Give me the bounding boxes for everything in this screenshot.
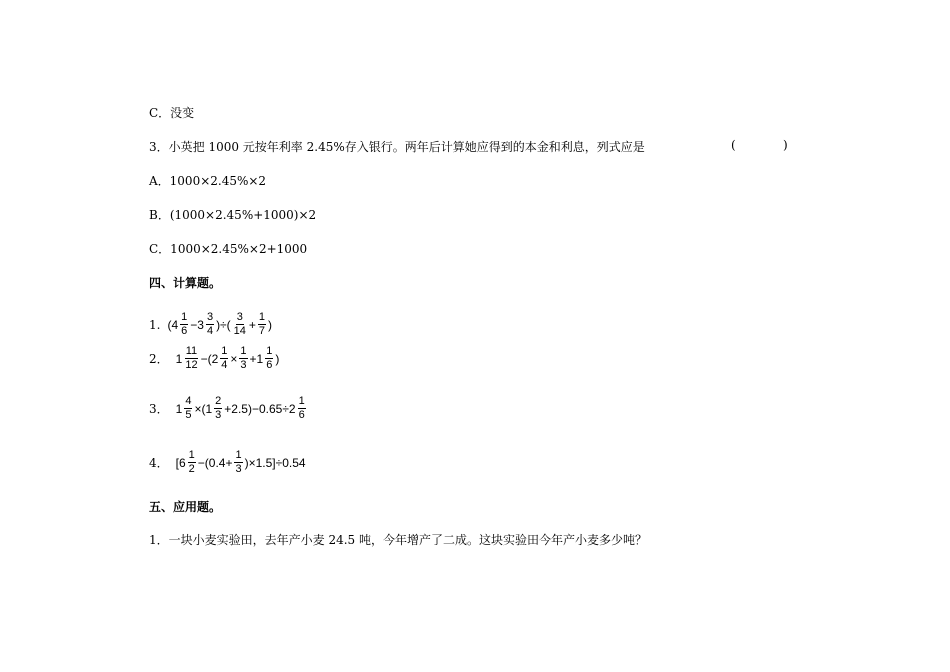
fraction-numerator: 1 — [298, 395, 305, 407]
fraction — [233, 312, 247, 337]
fraction — [258, 312, 266, 337]
expression-text: ) — [268, 317, 273, 332]
fraction-numerator: 1 — [258, 311, 266, 323]
fraction — [298, 396, 306, 421]
question-3-option-c: C．1000×2.45%×2+1000 — [149, 242, 308, 256]
section-4-heading: 四、计算题。 — [149, 276, 222, 290]
expression-text: (4 — [167, 317, 179, 332]
question-3-option-b: B．(1000×2.45%+1000)×2 — [149, 208, 317, 222]
expression-text: )÷( — [216, 317, 231, 332]
fraction — [214, 396, 222, 421]
question-3-option-a: A．1000×2.45%×2 — [149, 174, 267, 188]
fraction — [206, 312, 214, 337]
item-number: 3． — [149, 402, 169, 416]
fraction-denominator: 3 — [240, 359, 247, 371]
fraction-denominator: 7 — [258, 325, 266, 337]
expression-text: +1 — [249, 351, 264, 366]
item-number: 1. — [149, 317, 161, 332]
expression-text: 1 — [175, 351, 183, 366]
question-3-text: 3．小英把 1000 元按年利率 2.45%存入银行。两年后计算她应得到的本金和利息，列式应是 — [149, 140, 645, 154]
answer-paren-close: ) — [783, 138, 788, 152]
fraction-numerator: 2 — [215, 395, 222, 407]
fraction — [220, 346, 228, 371]
fraction-denominator: 12 — [185, 359, 198, 371]
fraction-numerator: 1 — [181, 311, 188, 323]
fraction — [184, 346, 198, 371]
fraction — [265, 346, 273, 371]
fraction-numerator: 3 — [206, 311, 214, 323]
fraction-denominator: 2 — [188, 463, 195, 475]
fraction — [180, 312, 188, 337]
answer-paren-open: ( — [731, 138, 736, 152]
expression-text: 1 — [175, 401, 183, 416]
fraction — [184, 396, 192, 421]
fraction — [188, 450, 196, 475]
fraction-denominator: 3 — [235, 463, 242, 475]
fraction-numerator: 1 — [266, 345, 273, 357]
expression-text: + — [248, 317, 256, 332]
calc-item-1 — [149, 312, 273, 337]
fraction-denominator: 6 — [266, 359, 273, 371]
fraction-denominator: 3 — [215, 409, 222, 421]
calc-item-4 — [149, 450, 307, 475]
expression-text: −(0.4+ — [197, 455, 233, 470]
expression-text: ×(1 — [194, 401, 213, 416]
fraction-numerator: 1 — [188, 449, 195, 461]
fraction-denominator: 6 — [298, 409, 305, 421]
fraction-numerator: 1 — [221, 345, 228, 357]
expression-text: ) — [275, 351, 280, 366]
item-number: 2． — [149, 352, 169, 366]
calc-item-2 — [149, 346, 280, 371]
expression-text: [6 — [175, 455, 186, 470]
fraction-denominator: 14 — [233, 325, 246, 337]
expression-text: )×1.5]÷0.54 — [244, 455, 306, 470]
expression-text: −(2 — [200, 351, 219, 366]
expression-text: −3 — [190, 317, 204, 332]
application-question-1: 1．一块小麦实验田，去年产小麦 24.5 吨，今年增产了二成。这块实验田今年产小麦多少吨？ — [149, 533, 647, 547]
section-5-heading: 五、应用题。 — [149, 500, 222, 514]
fraction — [239, 346, 247, 371]
fraction-numerator: 3 — [236, 311, 243, 323]
fraction-numerator: 11 — [185, 345, 198, 357]
fraction-denominator: 6 — [181, 325, 188, 337]
fraction-numerator: 1 — [240, 345, 247, 357]
option-c-previous: C．没变 — [149, 106, 195, 120]
fraction-numerator: 4 — [185, 395, 192, 407]
calc-item-3 — [149, 396, 307, 421]
fraction-denominator: 5 — [185, 409, 192, 421]
fraction-denominator: 4 — [221, 359, 228, 371]
expression-text: × — [230, 351, 238, 366]
item-number: 4． — [149, 456, 169, 470]
fraction-numerator: 1 — [235, 449, 242, 461]
fraction-denominator: 4 — [206, 325, 214, 337]
expression-text: +2.5)−0.65÷2 — [224, 401, 296, 416]
fraction — [234, 450, 242, 475]
